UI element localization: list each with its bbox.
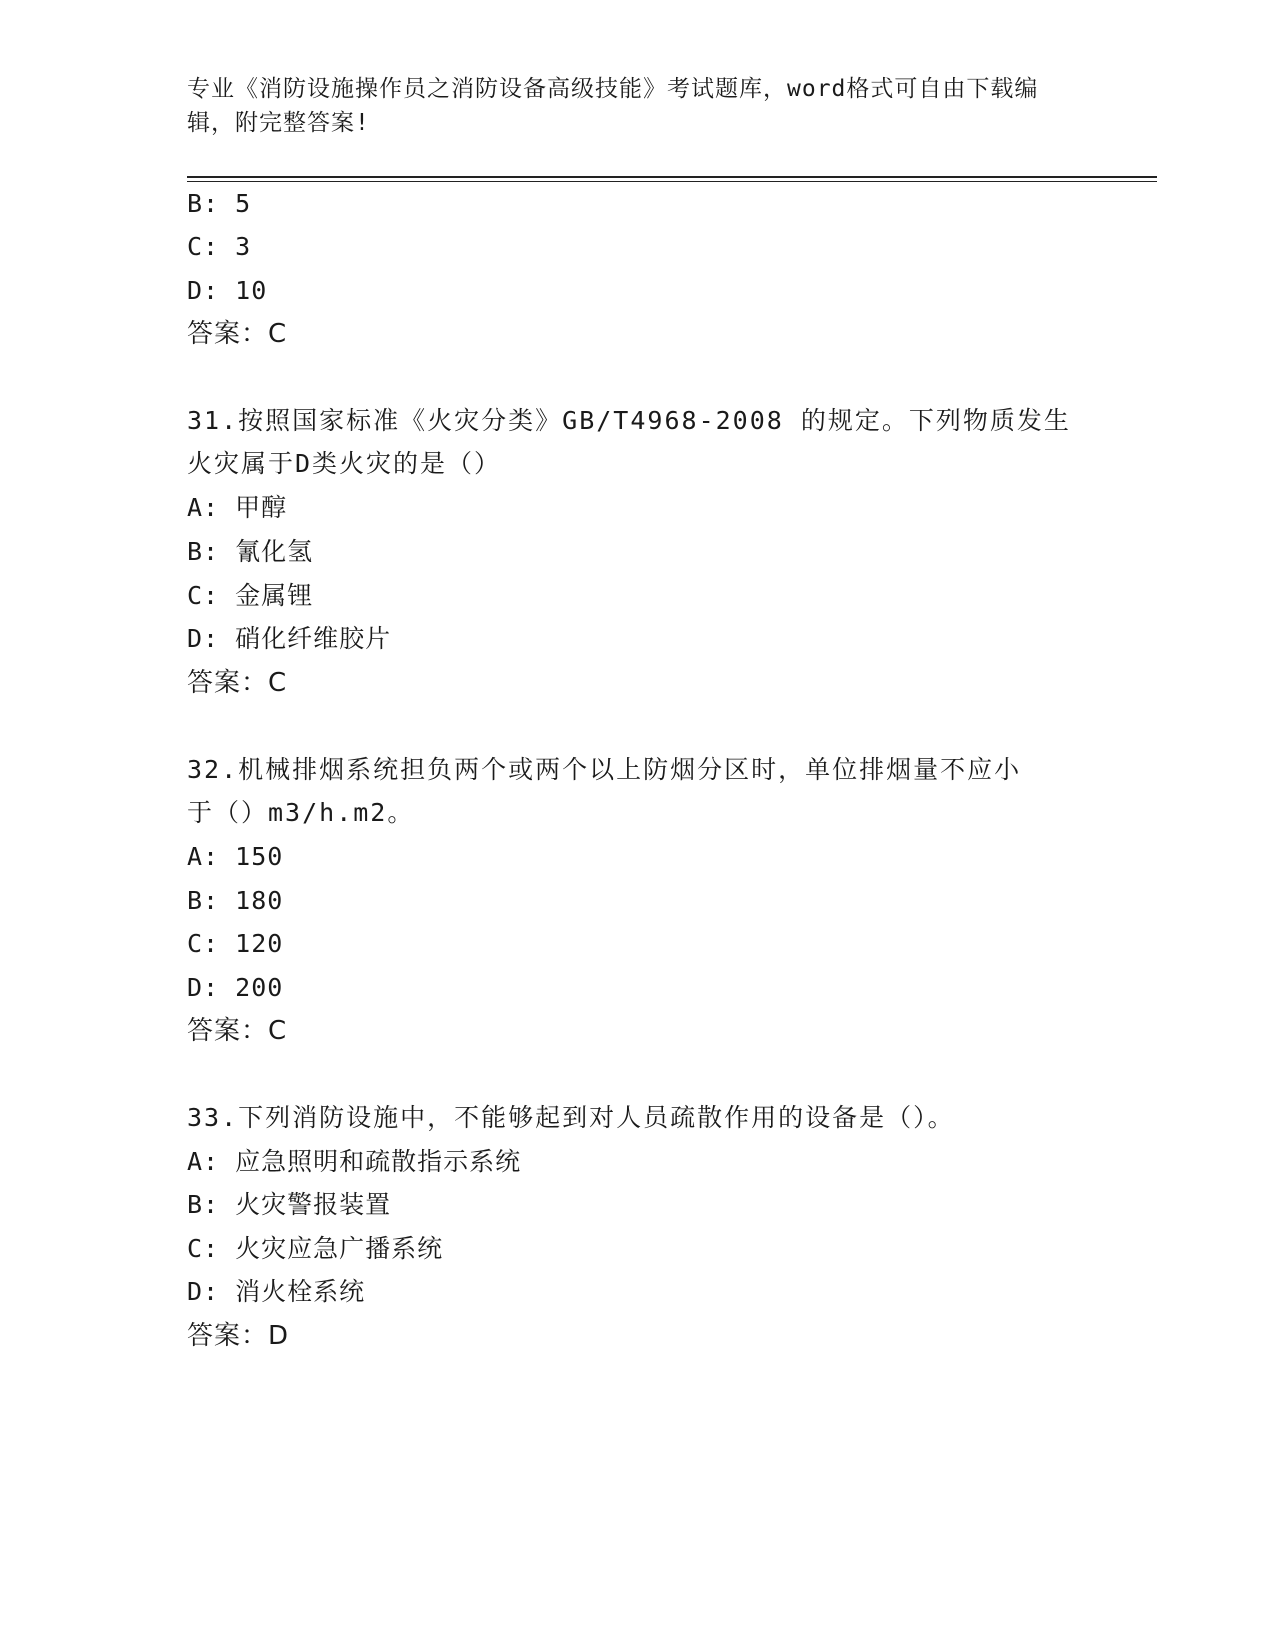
question-31-option-a: A: 甲醇 — [187, 493, 288, 522]
question-31-stem-line-2: 火灾属于D类火灾的是（） — [187, 449, 502, 478]
header-line-2: 辑，附完整答案! — [187, 110, 370, 136]
question-32-option-b: B: 180 — [187, 886, 284, 915]
question-31-option-b: B: 氰化氢 — [187, 537, 314, 566]
header-divider-thin — [187, 181, 1157, 182]
question-32-option-d: D: 200 — [187, 973, 284, 1002]
question-32-option-c: C: 120 — [187, 929, 284, 958]
question-33-option-c: C: 火灾应急广播系统 — [187, 1234, 444, 1263]
question-32-stem-line-2: 于（）m3/h.m2。 — [187, 798, 415, 827]
question-33-option-d: D: 消火栓系统 — [187, 1277, 366, 1306]
question-33-option-b: B: 火灾警报装置 — [187, 1190, 392, 1219]
header-divider-thick — [187, 176, 1157, 178]
question-32-answer: 答案：C — [187, 1016, 288, 1046]
question-32-stem-line-1: 32.机械排烟系统担负两个或两个以上防烟分区时，单位排烟量不应小 — [187, 755, 1022, 784]
question-32-option-a: A: 150 — [187, 842, 284, 871]
option-c: C: 3 — [187, 232, 252, 261]
question-31-option-d: D: 硝化纤维胶片 — [187, 624, 392, 653]
question-31-stem-line-1: 31.按照国家标准《火灾分类》GB/T4968-2008 的规定。下列物质发生 — [187, 406, 1071, 435]
header-line-1: 专业《消防设施操作员之消防设备高级技能》考试题库，word格式可自由下载编 — [187, 76, 1039, 102]
question-33-option-a: A: 应急照明和疏散指示系统 — [187, 1147, 522, 1176]
question-31-option-c: C: 金属锂 — [187, 581, 314, 610]
question-31-answer: 答案：C — [187, 668, 288, 698]
answer: 答案：C — [187, 319, 288, 349]
question-33-stem-line-1: 33.下列消防设施中，不能够起到对人员疏散作用的设备是（）。 — [187, 1103, 955, 1132]
option-b: B: 5 — [187, 189, 252, 218]
document-header — [187, 72, 1087, 140]
option-d: D: 10 — [187, 276, 268, 305]
question-33-answer: 答案：D — [187, 1321, 290, 1351]
